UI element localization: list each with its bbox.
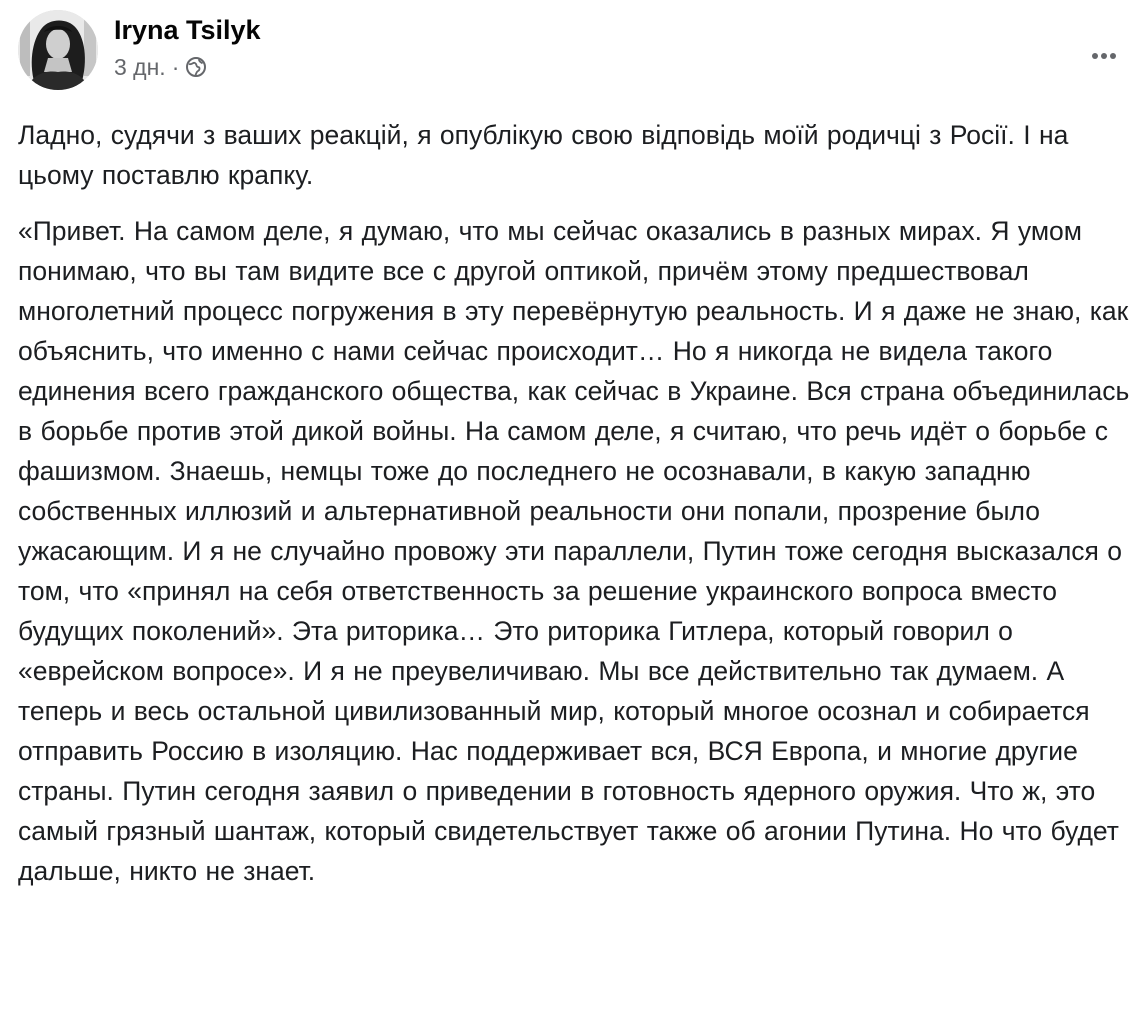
post-meta (114, 52, 261, 82)
more-horizontal-icon (1091, 52, 1117, 60)
post-body (18, 115, 1130, 907)
post-header (18, 10, 261, 90)
post-paragraph: Ладно, судячи з ваших реакцій, я опублікую свою відповідь моїй родичці з Росії. І на цьому поставлю крапку. (18, 120, 1069, 190)
more-options-button[interactable] (1084, 36, 1124, 76)
author-avatar[interactable] (18, 10, 98, 90)
author-name[interactable]: Iryna Tsilyk (114, 14, 261, 45)
post-paragraph: «Привет. На самом деле, я думаю, что мы сейчас оказались в разных мирах. Я умом понимаю, что вы там видите все с другой оптикой, причём этому предшествовал многолетний процесс погружения в эту перевёрнутую реальность. И я даже не знаю, как объяснить, что именно с нами сейчас происходит… Но я никогда не видела такого единения всего гражданского общества, как сейчас в Украине. Вся страна объединилась в борьбе против этой дикой войны. На самом деле, я считаю, что речь идёт о борьбе с фашизмом. Знаешь, немцы тоже до последнего не осознавали, в какую западню собственных иллюзий и альтернативной реальности они попали, прозрение было ужасающим. И я не случайно провожу эти параллели, Путин тоже сегодня высказался о том, что «принял на себя ответственность за решение украинского вопроса вместо будущих поколений». Эта риторика… Это риторика Гитлера, который говорил о «еврейском вопросе». И я не преувеличиваю. Мы все действительно так думаем. А теперь и весь остальной цивилизованный мир, который многое осознал и собирается отправить Россию в изоляцию. Нас поддерживает вся, ВСЯ Европа, и многие другие страны. Путин сегодня заявил о приведении в готовность ядерного оружия. Что ж, это самый грязный шантаж, который свидетельствует также об агонии Путина. Но что будет дальше, никто не знает. (18, 216, 1130, 886)
globe-icon[interactable] (185, 56, 207, 78)
post-timestamp[interactable]: 3 дн. (114, 53, 166, 80)
header-text (114, 13, 261, 82)
meta-separator: · (171, 53, 180, 80)
